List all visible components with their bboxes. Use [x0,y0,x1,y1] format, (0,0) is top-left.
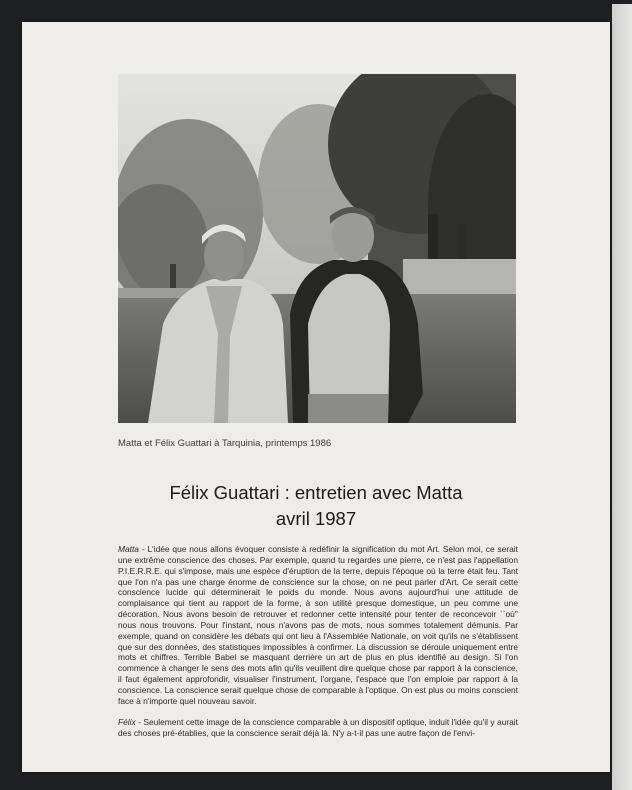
speaker-felix: Félix [118,716,136,727]
article-title: Félix Guattari : entretien avec Matta [169,482,463,503]
article-body [118,544,518,738]
book-page [22,22,610,772]
speaker-matta: Matta [118,544,139,554]
paragraph-matta [118,544,518,707]
next-page-edge [612,4,632,790]
paragraph-text: - Seulement cette image de la conscience comparable à un dispositif optique, induit l'idée qu'il y aurait des choses pré-établies, que la conscience serait déjà là. N'y a-t-il pas une autre façon de l'envi- [118,716,518,738]
paragraph-felix [118,717,518,739]
paragraph-text: - L'idée que nous allons évoquer consiste à redéfinir la signification du mot Art. Selon moi, ce serait une extrême conscience des choses. Par exemple, quand tu regardes une pierre, ce n'est pas l'appellation P.I.E.R.R.E. qui s'impose, mais une espèce d'éruption de la terre, depuis l'époque où la terre était feu. Tant que l'on n'a pas une charge énorme de conscience sur la chose, on ne peut parler d'Art. Ce serait cette conscience lucide qui déterminerait le poids du monde. Nous avons aujourd'hui une attitude de complaisance qui tient au rapport de la forme, à son utilité presque domestique, un peu comme une décoration. Nous avons besoin de retrouver et redonner cette intensité pour tenter de reconcevoir ``où'' nous nous trouvons. Pour l'instant, nous n'avons pas de mots, nous sommes totalement démunis. Par exemple, quand on considère les débats qui ont lieu à l'Assemblée Nationale, on voit qu'ils ne s'établissent que sur des données, des statistiques impossibles à confirmer. La discussion se déroule uniquement entre mots et chiffres. Terrible Babel se masquant derrière un art de plus en plus identifié au design. Si l'on commence à changer le sens des mots afin qu'ils veuillent dire quelque chose par rapport à la conscience, il faut également approfondir, visualiser l'instrument, l'organe, l'espace que l'on emploie par rapport à la conscience. La conscience serait quelque chose de comparable à l'optique. On est plus ou moins conscient face à n'importe quel nouveau savoir. [118,544,518,706]
photo-caption: Matta et Félix Guattari à Tarquinia, printemps 1986 [118,438,332,449]
portrait-photo [118,74,516,423]
article-date: avril 1987 [275,508,357,529]
